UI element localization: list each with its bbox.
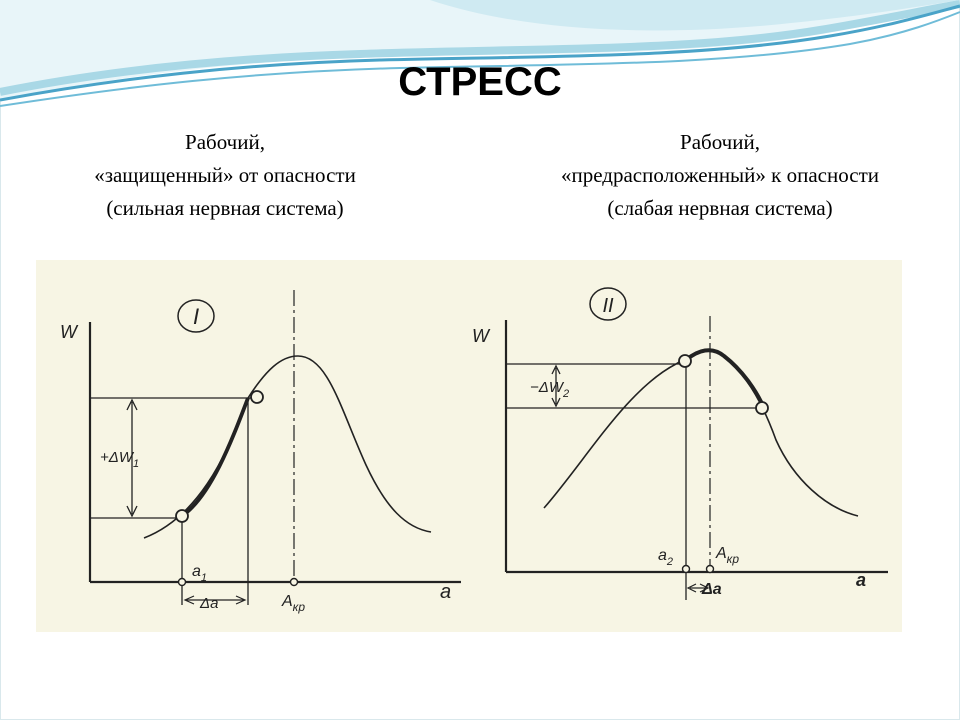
acr-sub-left: кр xyxy=(292,600,306,614)
delta-w-text-left: +ΔW xyxy=(100,449,133,466)
point-acr-right xyxy=(707,566,714,573)
point-high-right xyxy=(679,355,691,367)
right-caption-line1: Рабочий, xyxy=(680,130,760,154)
point-high-left xyxy=(251,391,263,403)
right-caption xyxy=(490,126,950,225)
delta-w-text-right: −ΔW xyxy=(530,379,563,396)
diagram-weak-nervous-system xyxy=(472,260,902,632)
x-axis-label-left: a xyxy=(440,581,452,603)
delta-w-label-left xyxy=(100,449,139,470)
left-caption-line3: (сильная нервная система) xyxy=(106,196,344,220)
a1-sub-left: 1 xyxy=(200,572,208,584)
point-low-right xyxy=(756,402,768,414)
delta-w-label-right xyxy=(530,379,569,400)
right-caption-line2: «предрасположенный» к опасности xyxy=(561,163,879,187)
roman-label-right: II xyxy=(602,295,614,317)
roman-label-left: I xyxy=(192,304,200,329)
acr-label-left xyxy=(281,593,305,614)
a2-text-right: a xyxy=(658,547,667,564)
bell-curve-highlight-left xyxy=(182,398,248,516)
left-caption-line1: Рабочий, xyxy=(185,130,265,154)
acr-text-left: A xyxy=(282,593,293,610)
x-axis-label-right: a xyxy=(856,570,867,590)
acr-sub-right: кр xyxy=(726,552,740,566)
y-axis-label-left: W xyxy=(60,322,77,342)
acr-label-right xyxy=(715,545,739,566)
a1-label-left xyxy=(192,563,207,584)
a1-text-left: a xyxy=(192,563,201,580)
acr-text-right: A xyxy=(716,545,727,562)
point-low-left xyxy=(176,510,188,522)
point-a2-right xyxy=(683,566,690,573)
y-axis-label-right: W xyxy=(472,326,489,346)
slide-title: СТРЕСС xyxy=(398,60,562,104)
left-caption-line2: «защищенный» от опасности xyxy=(94,163,356,187)
diagram-right-svg xyxy=(472,260,902,632)
point-a1-left xyxy=(179,579,186,586)
delta-a-label-left: Δa xyxy=(200,595,219,612)
delta-a-label-right: Δa xyxy=(702,581,722,598)
left-caption xyxy=(30,126,420,225)
point-acr-left xyxy=(291,579,298,586)
diagram-strong-nervous-system xyxy=(36,260,476,632)
a2-sub-right: 2 xyxy=(666,556,674,568)
diagram-left-svg xyxy=(36,260,476,632)
delta-w-sub-right: 2 xyxy=(562,388,570,400)
a2-label-right xyxy=(658,547,673,568)
right-caption-line3: (слабая нервная система) xyxy=(607,196,833,220)
bell-curve-highlight-right xyxy=(686,350,764,408)
delta-w-sub-left: 1 xyxy=(132,458,140,470)
bell-curve-right xyxy=(544,351,858,516)
